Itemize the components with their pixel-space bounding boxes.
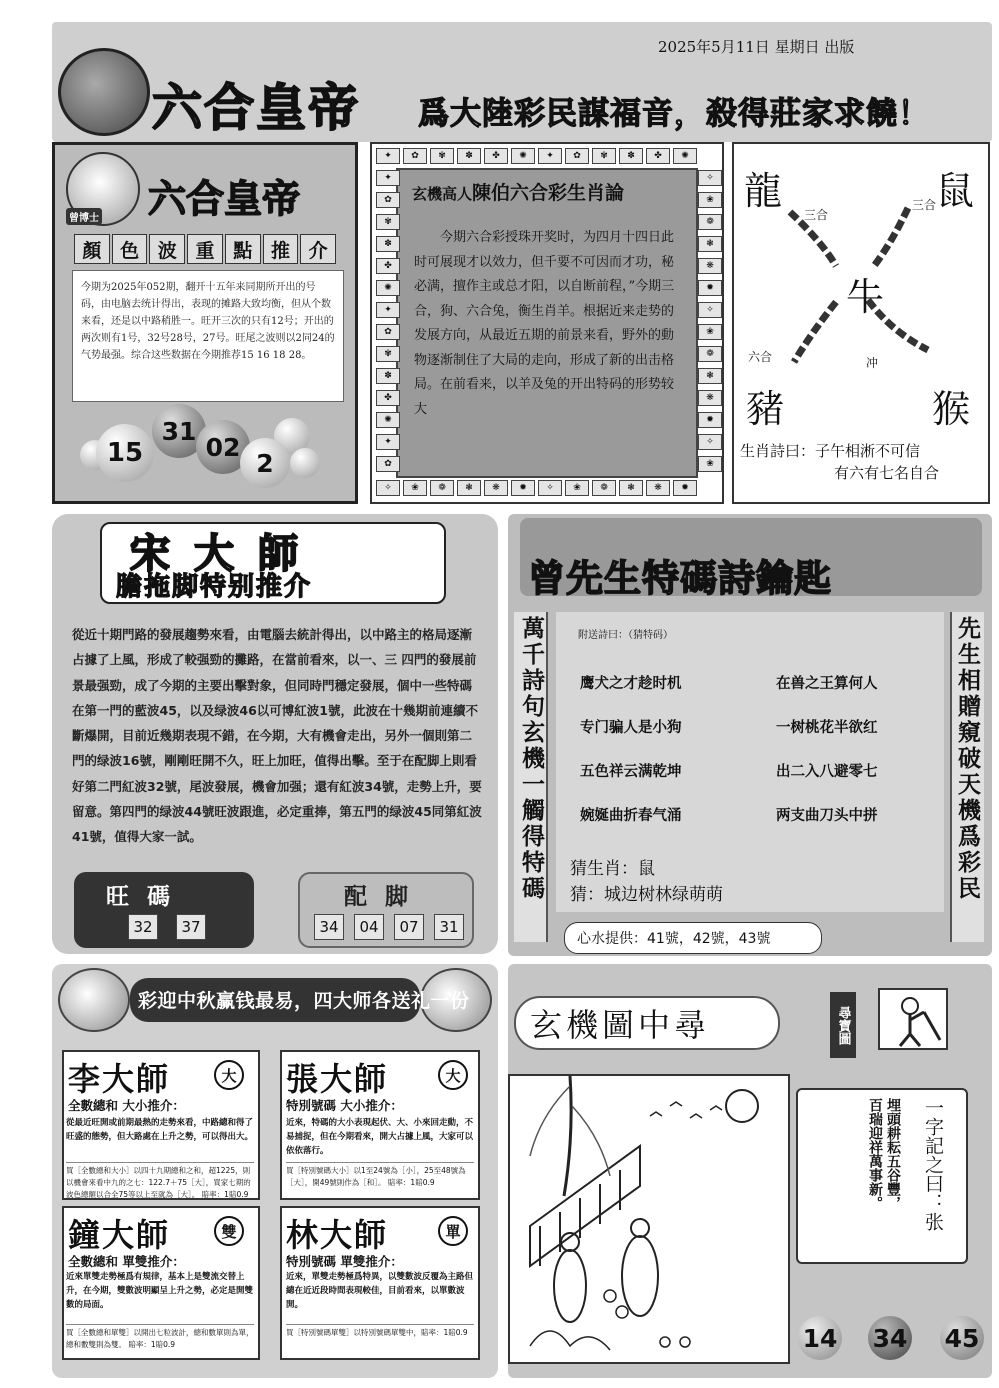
poem-key-title: 曾先生特碼詩鑰匙 (528, 557, 832, 600)
zodiac-animal-icon: ✺ (376, 412, 400, 428)
zodiac-animal-icon: ✤ (376, 390, 400, 406)
guess-zodiac: 猜生肖：鼠 (570, 859, 655, 879)
master-body: 從最近旺開或前期最熱的走勢來看，中路總和得了旺盛的態勢，但大路處在上升之勢，可以得出大。 (66, 1118, 254, 1142)
zodiac-ox: 牛 (846, 275, 885, 319)
zodiac-animal-icon: ✿ (403, 148, 427, 164)
pei-number: 07 (394, 914, 424, 940)
result-ball: 45 (940, 1316, 984, 1360)
subtitle-char: 重 (187, 234, 223, 264)
relation-label: 三合 (912, 198, 937, 212)
money-logo-icon (58, 48, 150, 136)
treasure-scene-illustration (508, 1074, 790, 1364)
zodiac-animal-icon: ✦ (376, 170, 400, 186)
poem-line: 在兽之王算何人 (776, 676, 878, 692)
zodiac-animal-icon: ✾ (376, 214, 400, 230)
zodiac-animal-icon: ✹ (698, 412, 722, 428)
master-body: 近來，單雙走勢極爲特異，以雙數波反覆為主路但總在近近段時間表現較佳，目前看來，以單數波開。 (286, 1272, 474, 1310)
zodiac-animal-icon: ✺ (511, 148, 535, 164)
zodiac-animal-icon: ✹ (698, 280, 722, 296)
zodiac-animal-icon: ❁ (430, 480, 454, 496)
lucky-ball: 31 (152, 404, 206, 458)
zodiac-animal-icon: ✤ (484, 148, 508, 164)
poem-line: 鹰犬之才趁时机 (580, 676, 682, 692)
zodiac-animal-icon: ✽ (457, 148, 481, 164)
master-badge: 單 (438, 1216, 468, 1246)
panel2-heading (412, 178, 624, 205)
zodiac-animal-icon: ✧ (538, 480, 562, 496)
master-subtitle: 全數總和 大小推介： (68, 1098, 185, 1113)
panel1-subtitle (74, 234, 336, 264)
result-ball: 34 (868, 1316, 912, 1360)
master-footnote: 買［全數總和單雙］以開出七粒波計，總和數單則為單，總和數雙則為雙。 賠率：1賠0.9 (66, 1324, 254, 1358)
poem-line: 五色祥云满乾坤 (580, 764, 682, 780)
zodiac-rat: 鼠 (936, 169, 975, 213)
zodiac-animal-icon: ❃ (457, 480, 481, 496)
master-song-subtitle: 膽拖脚特别推介 (116, 572, 313, 602)
zodiac-animal-icon: ❃ (698, 236, 722, 252)
zodiac-animal-icon: ✽ (619, 148, 643, 164)
zodiac-monkey: 猴 (932, 387, 971, 431)
xinshui-numbers: 心水提供：41號，42號，43號 (564, 922, 822, 954)
zodiac-animal-icon: ❋ (646, 480, 670, 496)
zodiac-animal-icon: ✾ (430, 148, 454, 164)
panel1-body: 今期为2025年052期，翻开十五年来同期所开出的号码，由电脑去统计得出，表现的摊路大致均衡，但从个数来看，还是以中路稍胜一。旺开三次的只有12号；开出的两次则有1号，32号28号，27号。旺尾之波则以2同24的气势最强。综合这些数据在今期推荐15 16 18 28。 (72, 270, 344, 402)
zodiac-animal-icon: ✧ (698, 434, 722, 450)
relation-line (794, 302, 836, 362)
zodiac-animal-icon: ❋ (698, 390, 722, 406)
subtitle-char: 點 (225, 234, 261, 264)
poem-line: 子午相淅不可信 (815, 442, 921, 460)
master-footnote: 買［特別號碼大小］以1至24號為［小］，25至48號為［大］，開49號則作為［和］。 賠率：1賠0.9 (286, 1162, 474, 1198)
master-song-body: 從近十期門路的發展趨勢來看，由電腦去統計得出，以中路主的格局逐漸占據了上風，形成了較强勁的攤路，在當前看來，以一、三 四門的發展前景最强勁，成了今期的主要出擊對象，但同時門穩定發展，個中一些特碼在第一門的藍波45，以及绿波46以可博紅波1號，此波在十幾期前連續不斷爆開，目前近幾期表現不錯，在今期，大有機會走出，另外一個則第二門的绿波16號，剛剛旺開不久，旺上加旺，值得出擊。至于在配脚上則看好第二門紅波32號，尾波發展，機會加强；還有紅波34號，走勢上升，要留意。第四門的绿波44號旺波跟進，必定重捧，第五門的绿波45同第紅波41號，值得大家一試。 (72, 627, 482, 845)
zodiac-animal-icon: ✤ (376, 258, 400, 274)
zodiac-animal-icon: ❀ (403, 480, 427, 496)
issue-date: 2025年5月11日 星期日 出版 (658, 38, 855, 56)
zodiac-pig: 豬 (746, 387, 785, 431)
master-name: 鐘大師 (68, 1216, 171, 1254)
master-subtitle: 特別號碼 單雙推介： (286, 1254, 403, 1269)
deco-ball (290, 448, 320, 478)
subtitle-char: 介 (300, 234, 336, 264)
panel2-heading-prefix: 玄機高人 (412, 185, 473, 203)
scene-drawing (510, 1076, 788, 1362)
subtitle-char: 色 (112, 234, 148, 264)
poem-line: 出二入八避零七 (776, 764, 878, 780)
master-subtitle: 全數總和 單雙推介： (68, 1254, 185, 1269)
wang-label: 旺碼 (106, 884, 188, 910)
pei-number: 31 (434, 914, 464, 940)
lucky-ball: 15 (96, 424, 154, 482)
pei-number: 04 (354, 914, 384, 940)
relation-line (874, 208, 908, 266)
master-song-title: 宋大師 (130, 531, 322, 577)
zodiac-animal-icon: ✹ (673, 480, 697, 496)
zodiac-animal-icon: ✧ (698, 170, 722, 186)
zodiac-animal-icon: ✿ (565, 148, 589, 164)
master-badge: 大 (438, 1060, 468, 1090)
master-body: 近來，特碼的大小表現起伏、大、小來回走動，不易捕捉，但在今期看來，開大占據上風，大家可以依依落行。 (286, 1118, 474, 1156)
master-body: 近來單雙走勢極爲有規律，基本上是雙流交替上升，在今期，雙數波明顯呈上升之勢，必定是開雙數的局面。 (66, 1272, 254, 1310)
zodiac-animal-icon: ❀ (698, 192, 722, 208)
zodiac-animal-icon: ❀ (565, 480, 589, 496)
poem-key-right-text: 先生相贈窺破天機爲彩民 (954, 616, 980, 902)
zodiac-animal-icon: ✹ (511, 480, 535, 496)
zodiac-animal-icon: ❀ (698, 324, 722, 340)
zodiac-animal-icon: ❁ (698, 346, 722, 362)
zodiac-animal-icon: ✧ (698, 302, 722, 318)
master-name: 林大師 (286, 1216, 389, 1254)
zodiac-animal-icon: ✦ (376, 434, 400, 450)
poem-label: 附送詩曰：（猜特码） (578, 630, 673, 641)
master-name: 李大師 (68, 1060, 171, 1098)
relation-label: 冲 (866, 356, 879, 370)
zodiac-animal-icon: ❋ (484, 480, 508, 496)
zodiac-animal-icon: ❁ (592, 480, 616, 496)
lucky-ball: 2 (240, 438, 290, 488)
farmer-icon (880, 990, 946, 1048)
poem-label: 生肖詩曰： (740, 442, 816, 460)
zodiac-animal-icon: ❃ (698, 368, 722, 384)
poem-line: 两支曲刀头中拼 (776, 808, 878, 824)
guess-block (570, 856, 723, 908)
poem-line: 婉娫曲折春气涌 (580, 808, 682, 824)
poem-line: 有六有七名自合 (834, 464, 940, 482)
relation-label: 三合 (804, 208, 829, 222)
zodiac-animal-icon: ✾ (376, 346, 400, 362)
zodiac-animal-icon: ✽ (376, 368, 400, 384)
zodiac-animal-icon: ✾ (592, 148, 616, 164)
treasure-side-label: 尋寶圖 (830, 992, 856, 1058)
master-footnote: 買［全數總和大小］以四十九期總和之和，超1225，則以機會來看中九的之七：122.7＋75［大］，買家七期的波色總額以合全75等以上至就為［大］。 賠率：1賠0.9 (66, 1162, 254, 1198)
master-subtitle: 特別號碼 大小推介： (286, 1098, 403, 1113)
farmer-icon (878, 988, 948, 1050)
panel1-title: 六合皇帝 (148, 177, 301, 221)
zodiac-animal-icon: ✿ (376, 192, 400, 208)
zodiac-animal-icon: ❃ (619, 480, 643, 496)
master-name: 張大師 (286, 1060, 389, 1098)
subtitle-char: 顏 (74, 234, 110, 264)
zodiac-dragon: 龍 (744, 169, 783, 213)
zodiac-animal-icon: ✿ (376, 456, 400, 472)
zodiac-animal-icon: ❀ (698, 456, 722, 472)
poem-line: 专门骗人是小狗 (580, 720, 682, 736)
zodiac-animal-icon: ✦ (376, 302, 400, 318)
zodiac-animal-icon: ❋ (698, 258, 722, 274)
panel2-heading-main: 陳伯六合彩生肖論 (472, 182, 625, 204)
panel2-body: 今期六合彩授珠开奖时，为四月十四日此时可展现才以效力，但千要不可因而才功，秘必满，擅作主或总才阳，以自断前程，”今期三合，狗、六合兔，衡生肖羊。根据近来走势的发展方向，从最近五期的前景来看，野外的動物逐渐制住了大局的走向，形成了新的出击格局。在前看来，以羊及兔的开出特码的形势较大 (414, 230, 675, 417)
subtitle-char: 推 (263, 234, 299, 264)
zodiac-animal-icon: ❁ (698, 214, 722, 230)
pei-label: 配脚 (344, 884, 426, 910)
treasure-title: 玄機圖中尋 (530, 1006, 711, 1044)
subtitle-char: 波 (149, 234, 185, 264)
wang-number: 37 (176, 914, 206, 940)
result-ball: 14 (798, 1316, 842, 1360)
zodiac-poem (740, 440, 980, 484)
zodiac-animal-icon: ✦ (376, 148, 400, 164)
lucky-ball: 02 (196, 420, 250, 474)
zodiac-animal-icon: ✺ (376, 280, 400, 296)
mascot-label: 曾博士 (66, 208, 102, 225)
zodiac-animal-icon: ✽ (376, 236, 400, 252)
zodiac-animal-icon: ✤ (646, 148, 670, 164)
zodiac-animal-icon: ✺ (673, 148, 697, 164)
hint-scroll-poem: 埋頭耕耘五谷豐，百瑞迎祥萬事新。 (867, 1098, 901, 1210)
hint-scroll-clue: 一字記之曰：张 (922, 1098, 944, 1231)
zodiac-animal-icon: ✧ (376, 480, 400, 496)
four-masters-banner-text: 彩迎中秋赢钱最易，四大师各送礼一份 (138, 990, 470, 1012)
wang-number: 32 (128, 914, 158, 940)
poem-key-left-text: 萬千詩句玄機一觸得特碼 (518, 616, 544, 902)
slogan: 爲大陸彩民謀福音，殺得莊家求饒！ (418, 96, 930, 132)
coin-icon (58, 968, 130, 1032)
pei-number: 34 (314, 914, 344, 940)
relation-label: 六合 (748, 350, 773, 364)
guess-riddle: 猜：城边树林绿萌萌 (570, 885, 723, 905)
zodiac-animal-icon: ✿ (376, 324, 400, 340)
poem-line: 一树桃花半欲红 (776, 720, 878, 736)
master-badge: 大 (214, 1060, 244, 1090)
brand-title: 六合皇帝 (152, 79, 360, 137)
zodiac-animal-icon: ✦ (538, 148, 562, 164)
master-badge: 雙 (214, 1216, 244, 1246)
master-footnote: 買［特別號碼單雙］以特別號碼單雙中，賠率：1賠0.9 (286, 1324, 474, 1358)
